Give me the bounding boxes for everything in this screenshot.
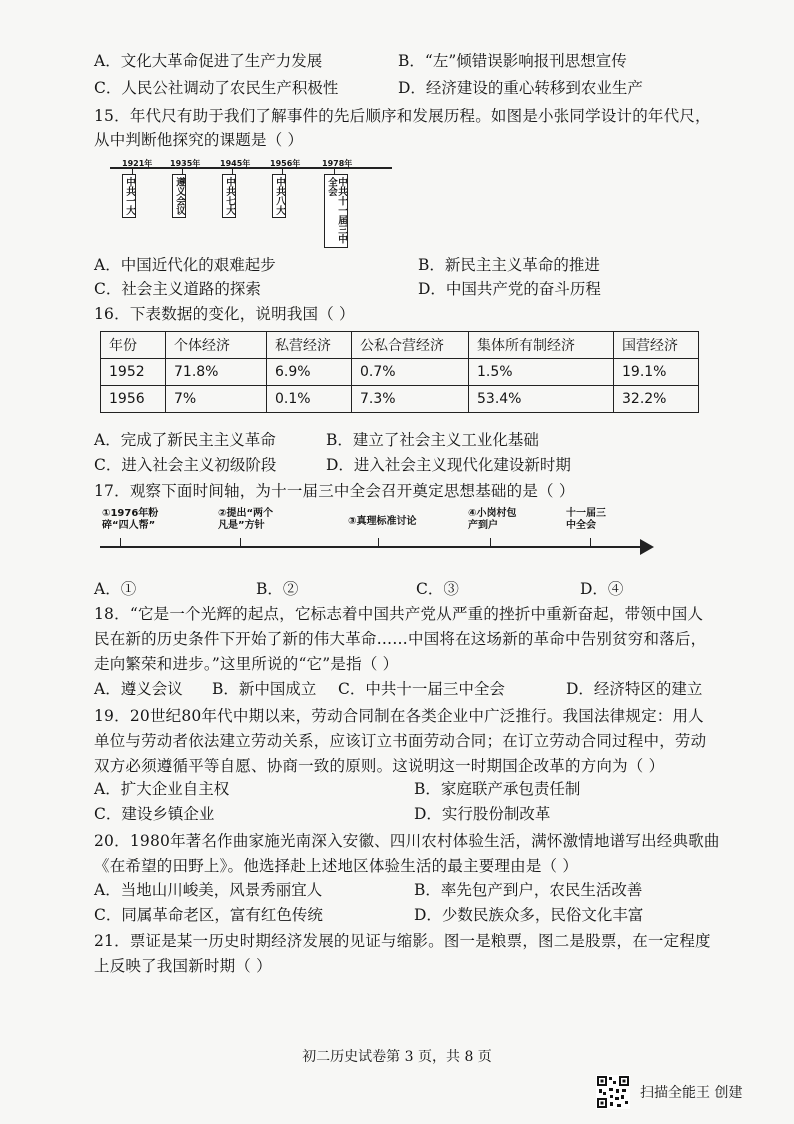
timeline-event-box: 中共一大 (122, 174, 136, 218)
timeline-event-box: 中共八大 (272, 174, 286, 218)
q16-option-a: A．完成了新民主主义革命 (94, 431, 276, 449)
q18-stem-line1: 18．“它是一个光辉的起点，它标志着中国共产党从严重的挫折中重新奋起，带领中国人 (94, 605, 704, 623)
timeline-event-text: 十一届三 (566, 508, 606, 519)
q19-stem-line2: 单位与劳动者依法建立劳动关系，应该订立书面劳动合同；在订立劳动合同过程中，劳动 (94, 732, 707, 750)
q17-option-d: D．④ (580, 580, 624, 598)
q15-option-a: A．中国近代化的艰难起步 (94, 256, 276, 274)
qr-code-icon (596, 1075, 630, 1109)
table-cell: 0.7% (352, 359, 469, 386)
q14-option-b: B．“左”倾错误影响报刊思想宣传 (398, 52, 627, 70)
arrow-right-icon (640, 539, 654, 555)
table-cell: 1952 (101, 359, 166, 386)
q19-option-d: D．实行股份制改革 (414, 805, 551, 823)
timeline-event-2 (218, 508, 273, 532)
timeline-event-text: 凡是”方针 (218, 520, 265, 531)
timeline-tick (240, 538, 241, 546)
timeline-year: 1978年 (322, 159, 353, 168)
timeline-event-box: 中共七大 (222, 174, 236, 218)
q20-option-a: A．当地山川峻美，风景秀丽宜人 (94, 881, 323, 899)
table-row (101, 386, 699, 413)
q17-stem: 17．观察下面时间轴，为十一届三中全会召开奠定思想基础的是（ ） (94, 482, 575, 500)
timeline-event-box: 遵义会议 (172, 174, 186, 218)
q21-stem-line2: 上反映了我国新时期（ ） (94, 957, 272, 975)
timeline-event-text: ④小岗村包 (468, 508, 517, 519)
q18-stem-line2: 民在新的历史条件下开始了新的伟大革命……中国将在这场新的革命中告别贫穷和落后， (94, 630, 707, 648)
q15-option-c: C．社会主义道路的探索 (94, 280, 261, 298)
table-header-cell: 集体所有制经济 (469, 332, 614, 359)
timeline-event-5 (566, 508, 606, 532)
q16-option-c: C．进入社会主义初级阶段 (94, 456, 277, 474)
q18-option-a: A．遵义会议 (94, 680, 183, 698)
q19-option-b: B．家庭联产承包责任制 (414, 780, 581, 798)
q18-option-b: B．新中国成立 (212, 680, 317, 698)
table-cell: 71.8% (166, 359, 267, 386)
table-cell: 6.9% (267, 359, 352, 386)
q17-option-a: A．① (94, 580, 137, 598)
table-cell: 32.2% (614, 386, 699, 413)
q16-economy-table (100, 331, 699, 413)
timeline-event-text: 碎“四人帮” (102, 520, 156, 531)
q20-stem-line2: 《在希望的田野上》。他选择赴上述地区体验生活的最主要理由是（ ） (94, 857, 579, 875)
table-header-cell: 私营经济 (267, 332, 352, 359)
timeline-year: 1935年 (170, 159, 201, 168)
q20-option-c: C．同属革命老区，富有红色传统 (94, 906, 323, 924)
timeline-stem (232, 167, 233, 174)
timeline-event-text: 中全会 (566, 520, 596, 531)
scanner-watermark-label: 扫描全能王 创建 (640, 1085, 743, 1101)
table-cell: 53.4% (469, 386, 614, 413)
table-cell: 7.3% (352, 386, 469, 413)
q16-option-d: D．进入社会主义现代化建设新时期 (326, 456, 571, 474)
q14-option-c: C．人民公社调动了农民生产积极性 (94, 79, 339, 97)
table-cell: 0.1% (267, 386, 352, 413)
timeline-stem (182, 167, 183, 174)
timeline-tick (590, 538, 591, 546)
q15-option-b: B．新民主主义革命的推进 (418, 256, 600, 274)
table-cell: 7% (166, 386, 267, 413)
q18-stem-line3: 走向繁荣和进步。”这里所说的“它”是指（ ） (94, 655, 399, 673)
q18-option-c: C．中共十一届三中全会 (338, 680, 505, 698)
q18-option-d: D．经济特区的建立 (566, 680, 703, 698)
timeline-stem (282, 167, 283, 174)
timeline-event-4 (468, 508, 516, 532)
q15-timeline (110, 158, 400, 248)
timeline-event-3: ③真理标准讨论 (348, 516, 417, 527)
q17-option-c: C．③ (416, 580, 459, 598)
q19-option-a: A．扩大企业自主权 (94, 780, 230, 798)
q15-stem-line1: 15．年代尺有助于我们了解事件的先后顺序和发展历程。如图是小张同学设计的年代尺， (94, 107, 711, 125)
q20-stem-line1: 20．1980年著名作曲家施光南深入安徽、四川农村体验生活，满怀激情地谱写出经典歌曲 (94, 832, 720, 850)
timeline-event-text: ②提出“两个 (218, 508, 274, 519)
table-header-cell: 个体经济 (166, 332, 267, 359)
table-header-cell: 年份 (101, 332, 166, 359)
q21-stem-line1: 21．票证是某一历史时期经济发展的见证与缩影。图一是粮票，图二是股票，在一定程度 (94, 932, 711, 950)
page-footer: 初二历史试卷第 3 页，共 8 页 (302, 1049, 492, 1065)
q16-stem: 16．下表数据的变化，说明我国（ ） (94, 305, 355, 323)
timeline-event-text: 产到户 (468, 520, 498, 531)
q20-option-d: D．少数民族众多，民俗文化丰富 (414, 906, 644, 924)
timeline-axis (100, 546, 645, 548)
timeline-event-box: 中共十一届三中全会 (324, 174, 348, 248)
q19-option-c: C．建设乡镇企业 (94, 805, 215, 823)
q17-timeline (100, 508, 660, 568)
q17-option-b: B．② (256, 580, 299, 598)
table-cell: 19.1% (614, 359, 699, 386)
table-header-row (101, 332, 699, 359)
table-header-cell: 公私合营经济 (352, 332, 469, 359)
timeline-year: 1945年 (220, 159, 251, 168)
table-cell: 1.5% (469, 359, 614, 386)
q14-option-a: A．文化大革命促进了生产力发展 (94, 52, 323, 70)
timeline-tick (120, 538, 121, 546)
timeline-tick (490, 538, 491, 546)
timeline-year: 1956年 (270, 159, 301, 168)
timeline-event-1 (102, 508, 158, 532)
q15-option-d: D．中国共产党的奋斗历程 (418, 280, 601, 298)
table-cell: 1956 (101, 386, 166, 413)
timeline-stem (132, 167, 133, 174)
q19-stem-line3: 双方必须遵循平等自愿、协商一致的原则。这说明这一时期国企改革的方向为（ ） (94, 757, 665, 775)
q14-option-d: D．经济建设的重心转移到农业生产 (398, 79, 643, 97)
timeline-event-text: ①1976年粉 (102, 508, 159, 519)
q19-stem-line1: 19．20世纪80年代中期以来，劳动合同制在各类企业中广泛推行。我国法律规定：用人 (94, 707, 704, 725)
table-row (101, 359, 699, 386)
q16-option-b: B．建立了社会主义工业化基础 (326, 431, 539, 449)
timeline-tick (378, 538, 379, 546)
q20-option-b: B．率先包产到户，农民生活改善 (414, 881, 643, 899)
q15-stem-line2: 从中判断他探究的课题是（ ） (94, 131, 304, 149)
timeline-year: 1921年 (122, 159, 153, 168)
timeline-stem (334, 167, 335, 174)
table-header-cell: 国营经济 (614, 332, 699, 359)
